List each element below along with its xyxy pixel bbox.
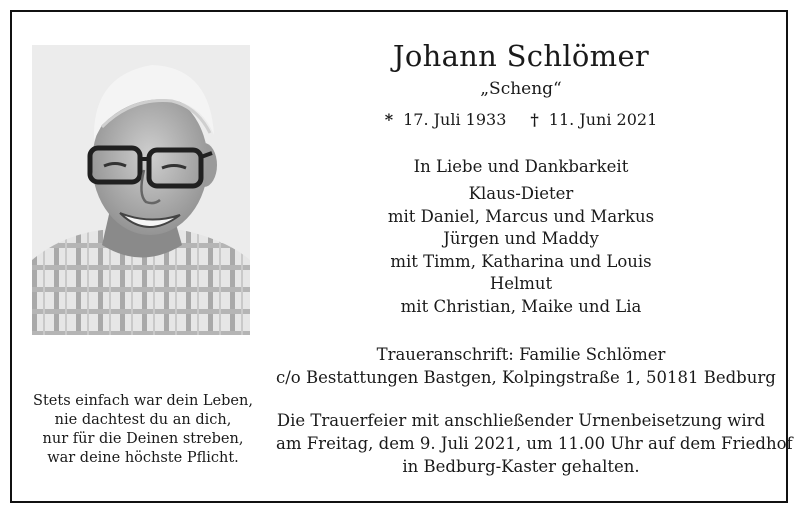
death bbox=[530, 108, 657, 132]
family-line: mit Timm, Katharina und Louis bbox=[390, 251, 652, 271]
notice-text bbox=[276, 36, 793, 478]
family-line: Klaus-Dieter bbox=[468, 184, 574, 203]
birth-star-icon: * bbox=[384, 110, 394, 129]
poem-line: nie dachtest du an dich, bbox=[54, 412, 232, 428]
family-line: Jürgen und Maddy bbox=[443, 229, 599, 248]
death-date: 11. Juni 2021 bbox=[548, 110, 658, 129]
dedication: In Liebe und Dankbarkeit bbox=[413, 157, 629, 176]
ceremony-line: am Freitag, dem 9. Juli 2021, um 11.00 Uhr auf dem Friedhof bbox=[276, 434, 793, 453]
family-line: mit Christian, Maike und Lia bbox=[400, 296, 642, 316]
poem-line: Stets einfach war dein Leben, bbox=[33, 393, 253, 409]
portrait-photo bbox=[32, 45, 250, 335]
address-line: Traueranschrift: Familie Schlömer bbox=[376, 345, 666, 364]
birth bbox=[385, 108, 507, 132]
family-list bbox=[276, 183, 766, 318]
nickname: „Scheng“ bbox=[480, 79, 562, 99]
life-dates bbox=[276, 108, 766, 132]
birth-date: 17. Juli 1933 bbox=[403, 110, 507, 129]
address-line: c/o Bestattungen Bastgen, Kolpingstraße 1, 50181 Bedburg bbox=[276, 368, 776, 387]
poem-line: nur für die Deinen streben, bbox=[42, 431, 244, 447]
poem bbox=[30, 392, 256, 468]
ceremony-line: in Bedburg-Kaster gehalten. bbox=[402, 457, 640, 476]
cross-icon: † bbox=[530, 110, 539, 129]
family-line: mit Daniel, Marcus und Markus bbox=[387, 206, 655, 226]
family-line: Helmut bbox=[489, 274, 553, 293]
deceased-name: Johann Schlömer bbox=[392, 39, 650, 73]
ceremony-info bbox=[276, 409, 793, 478]
mourning-address bbox=[276, 343, 776, 389]
ceremony-line: Die Trauerfeier mit anschließender Urnenbeisetzung wird bbox=[276, 411, 766, 430]
poem-line: war deine höchste Pflicht. bbox=[47, 450, 239, 466]
